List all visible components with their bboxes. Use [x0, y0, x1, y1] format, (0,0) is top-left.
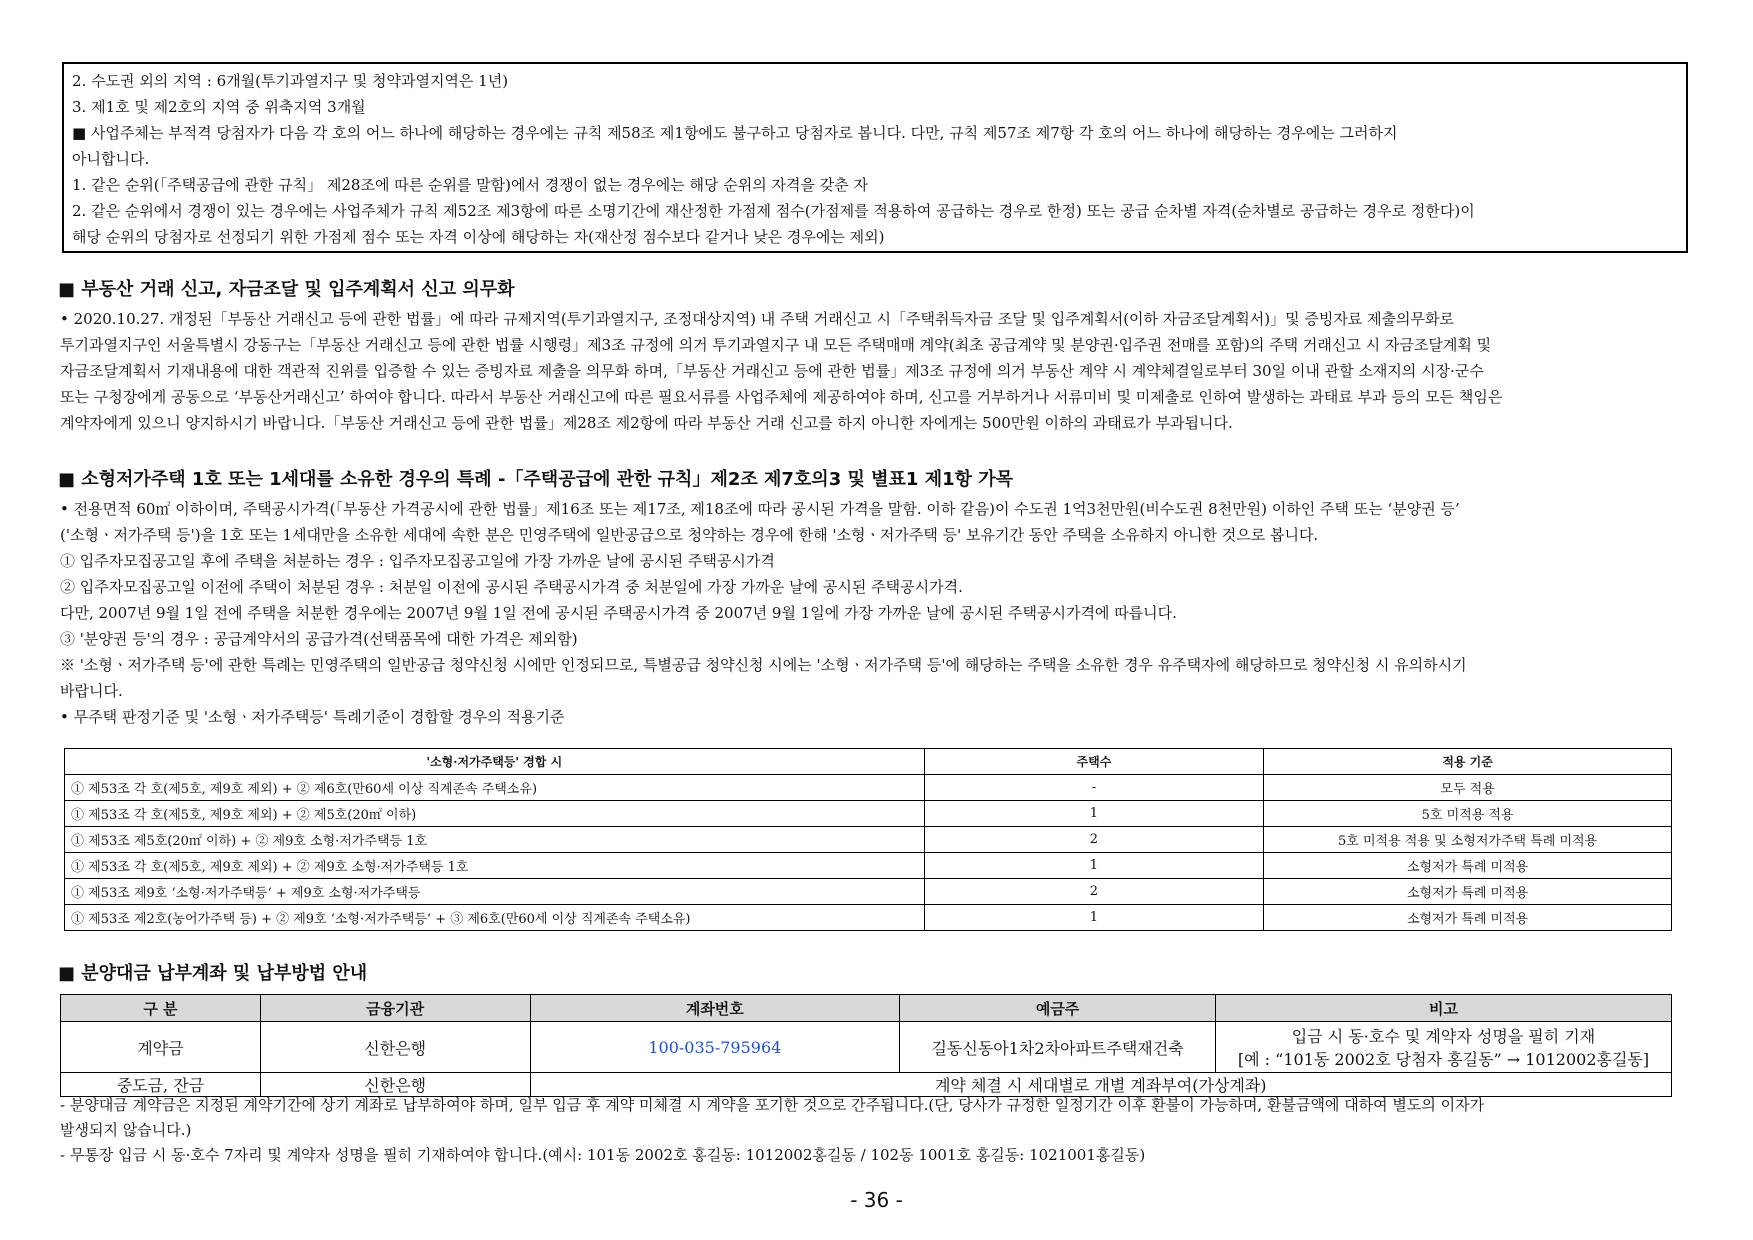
box-line: 2. 수도권 외의 지역 : 6개월(투기과열지구 및 청약과열지역은 1년): [72, 72, 509, 90]
table-cell: ① 제53조 각 호(제5호, 제9호 제외) + ② 제9호 소형·저가주택등 1호: [65, 853, 925, 879]
account-holder-cell: 길동신동아1차2차아파트주택재건축: [900, 1022, 1216, 1073]
table-cell: 모두 적용: [1264, 775, 1672, 801]
bank-cell: 신한은행: [260, 1073, 530, 1097]
table-row: [61, 1022, 1672, 1073]
remark-example: [예 : “101동 2002호 당첨자 홍길동” → 1012002홍길동]: [1237, 1050, 1650, 1069]
page-number: - 36 -: [850, 1188, 903, 1212]
table-row: [65, 801, 1672, 827]
table-cell: -: [924, 775, 1264, 801]
table-row: [65, 775, 1672, 801]
paragraph-line: • 전용면적 60㎡ 이하이며, 주택공시가격(「부동산 가격공시에 관한 법률」제16조 또는 제17조, 제18조에 따라 공시된 가격을 말함. 이하 같음)이 수도권 1억3천만원(비수도권 8천만원) 이하인 주택 또는 ‘분양권 등’: [60, 500, 1460, 518]
table-cell: 소형저가 특례 미적용: [1264, 879, 1672, 905]
payment-note-line: 발생되지 않습니다.): [60, 1121, 192, 1139]
section-heading-real-estate-report: ■ 부동산 거래 신고, 자금조달 및 입주계획서 신고 의무화: [58, 279, 515, 300]
table-header-row: [61, 995, 1672, 1022]
table-header: 적용 기준: [1264, 749, 1672, 775]
table-header: 금융기관: [260, 995, 530, 1022]
section1-paragraph: [60, 306, 1700, 436]
table-cell: 5호 미적용 적용 및 소형저가주택 특례 미적용: [1264, 827, 1672, 853]
table-cell: ① 제53조 제2호(농어가주택 등) + ② 제9호 ‘소형·저가주택등‘ + ③ 제6호(만60세 이상 직계존속 주택소유): [65, 905, 925, 931]
virtual-account-cell: 계약 체결 시 세대별로 개별 계좌부여(가상계좌): [530, 1073, 1672, 1097]
paragraph-line: 계약자에게 있으니 양지하시기 바랍니다.「부동산 거래신고 등에 관한 법률」제28조 제2항에 따라 부동산 거래 신고를 하지 아니한 자에게는 500만원 이하의 과태료가 부과됩니다.: [60, 414, 1233, 432]
box-line: 1. 같은 순위(「주택공급에 관한 규칙」 제28조에 따른 순위를 말함)에서 경쟁이 없는 경우에는 해당 순위의 자격을 갖춘 자: [72, 176, 868, 194]
paragraph-line: 다만, 2007년 9월 1일 전에 주택을 처분한 경우에는 2007년 9월 1일 전에 공시된 주택공시가격 중 2007년 9월 1일에 가장 가까운 날에 공시된 주택공시가격에 따릅니다.: [60, 604, 1177, 622]
table-row: [65, 905, 1672, 931]
payment-notes: [60, 1093, 1700, 1168]
table-row: [65, 879, 1672, 905]
table-cell: 2: [924, 827, 1264, 853]
section-heading-payment-account: ■ 분양대금 납부계좌 및 납부방법 안내: [58, 963, 368, 984]
section2-paragraph: [60, 496, 1700, 730]
paragraph-line: 또는 구청장에게 공동으로 ‘부동산거래신고’ 하여야 합니다. 따라서 부동산 거래신고에 따른 필요서류를 사업주체에 제공하여야 하며, 신고를 거부하거나 서류미비 및 미제출로 인하여 발생하는 과태료 부과 등의 모든 책임은: [60, 388, 1503, 406]
box-line: ■ 사업주체는 부적격 당첨자가 다음 각 호의 어느 하나에 해당하는 경우에는 규칙 제58조 제1항에도 불구하고 당첨자로 봅니다. 다만, 규칙 제57조 제7항 각 호의 어느 하나에 해당하는 경우에는 그러하지: [72, 124, 1398, 142]
payment-note-line: - 무통장 입금 시 동·호수 7자리 및 계약자 성명을 필히 기재하여야 합니다.(예시: 101동 2002호 홍길동: 1012002홍길동 / 102동 1001호 홍길동: 1021001홍길동): [60, 1146, 1146, 1164]
table-row: [65, 853, 1672, 879]
payment-note-line: - 분양대금 계약금은 지정된 계약기간에 상기 계좌로 납부하여야 하며, 일부 입금 후 계약 미체결 시 계약을 포기한 것으로 간주됩니다.(단, 당사가 규정한 일정기간 이후 환불이 가능하며, 환불금액에 대하여 별도의 이자가: [60, 1096, 1485, 1114]
paragraph-line: 바랍니다.: [60, 682, 123, 700]
paragraph-line: • 2020.10.27. 개정된「부동산 거래신고 등에 관한 법률」에 따라 규제지역(투기과열지구, 조정대상지역) 내 주택 거래신고 시「주택취득자금 조달 및 입주계획서(이하 자금조달계획서)」및 증빙자료 제출의무화로: [60, 310, 1455, 328]
paragraph-line: ③ '분양권 등'의 경우 : 공급계약서의 공급가격(선택품목에 대한 가격은 제외함): [60, 630, 578, 648]
table-cell: ① 제53조 각 호(제5호, 제9호 제외) + ② 제5호(20㎡ 이하): [65, 801, 925, 827]
paragraph-line: ① 입주자모집공고일 후에 주택을 처분하는 경우 : 입주자모집공고일에 가장 가까운 날에 공시된 주택공시가격: [60, 552, 775, 570]
table-cell: 1: [924, 801, 1264, 827]
remark-line: 입금 시 동·호수 및 계약자 성명을 필히 기재: [1291, 1027, 1596, 1046]
table-header-row: [65, 749, 1672, 775]
table-cell: 소형저가 특례 미적용: [1264, 853, 1672, 879]
table-header: 구 분: [61, 995, 261, 1022]
table-row: [65, 827, 1672, 853]
table-cell: 1: [924, 853, 1264, 879]
table-header: 계좌번호: [530, 995, 900, 1022]
paragraph-line: ② 입주자모집공고일 이전에 주택이 처분된 경우 : 처분일 이전에 공시된 주택공시가격 중 처분일에 가장 가까운 날에 공시된 주택공시가격.: [60, 578, 963, 596]
account-number[interactable]: 100-035-795964: [530, 1022, 900, 1073]
paragraph-line: • 무주택 판정기준 및 '소형ㆍ저가주택등' 특례기준이 경합할 경우의 적용기준: [60, 708, 565, 726]
box-line: 2. 같은 순위에서 경쟁이 있는 경우에는 사업주체가 규칙 제52조 제3항에 따른 소명기간에 재산정한 가점제 점수(가점제를 적용하여 공급하는 경우로 한정) 또는 공급 순차별 자격(순차별로 공급하는 경우로 정한다)이: [72, 202, 1475, 220]
table-cell: 2: [924, 879, 1264, 905]
box-line: 3. 제1호 및 제2호의 지역 중 위축지역 3개월: [72, 98, 366, 116]
box-line: 아니합니다.: [72, 150, 150, 168]
table-cell: 1: [924, 905, 1264, 931]
section-heading-small-low-price-housing: ■ 소형저가주택 1호 또는 1세대를 소유한 경우의 특례 -「주택공급에 관한 규칙」제2조 제7호의3 및 별표1 제1항 가목: [58, 469, 1014, 490]
paragraph-line: ※ '소형ㆍ저가주택 등'에 관한 특례는 민영주택의 일반공급 청약신청 시에만 인정되므로, 특별공급 청약신청 시에는 '소형ㆍ저가주택 등'에 해당하는 주택을 소유한 경우 유주택자에 해당하므로 청약신청 시 유의하시기: [60, 656, 1467, 674]
eligibility-notice-box: [62, 62, 1688, 253]
bank-cell: 신한은행: [260, 1022, 530, 1073]
table-cell: ① 제53조 각 호(제5호, 제9호 제외) + ② 제6호(만60세 이상 직계존속 주택소유): [65, 775, 925, 801]
paragraph-line: 투기과열지구인 서울특별시 강동구는「부동산 거래신고 등에 관한 법률 시행령」제3조 규정에 의거 투기과열지구 내 모든 주택매매 계약(최초 공급계약 및 분양권·입주권 전매를 포함)의 주택 거래신고 시 자금조달계획 및: [60, 336, 1492, 354]
table-cell: 소형저가 특례 미적용: [1264, 905, 1672, 931]
remark-cell: [1216, 1022, 1672, 1073]
table-header: 비고: [1216, 995, 1672, 1022]
competing-criteria-table: [64, 748, 1672, 931]
paragraph-line: ('소형ㆍ저가주택 등')을 1호 또는 1세대만을 소유한 세대에 속한 분은 민영주택에 일반공급으로 청약하는 경우에 한해 '소형ㆍ저가주택 등' 보유기간 동안 주택을 소유하지 아니한 것으로 봅니다.: [60, 526, 1319, 544]
payment-type-cell: 중도금, 잔금: [61, 1073, 261, 1097]
table-cell: ① 제53조 제9호 ‘소형·저가주택등‘ + 제9호 소형·저가주택등: [65, 879, 925, 905]
table-header: 예금주: [900, 995, 1216, 1022]
box-line: 해당 순위의 당첨자로 선정되기 위한 가점제 점수 또는 자격 이상에 해당하는 자(재산정 점수보다 같거나 낮은 경우에는 제외): [72, 228, 885, 246]
table-header: 주택수: [924, 749, 1264, 775]
paragraph-line: 자금조달계획서 기재내용에 대한 객관적 진위를 입증할 수 있는 증빙자료 제출을 의무화 하며,「부동산 거래신고 등에 관한 법률」제3조 규정에 의거 부동산 계약 시 계약체결일로부터 30일 이내 관할 소재지의 시장·군수: [60, 362, 1484, 380]
payment-account-table: [60, 994, 1672, 1097]
table-cell: ① 제53조 제5호(20㎡ 이하) + ② 제9호 소형·저가주택등 1호: [65, 827, 925, 853]
table-cell: 5호 미적용 적용: [1264, 801, 1672, 827]
payment-type-cell: 계약금: [61, 1022, 261, 1073]
table-header: '소형·저가주택등' 경합 시: [65, 749, 925, 775]
